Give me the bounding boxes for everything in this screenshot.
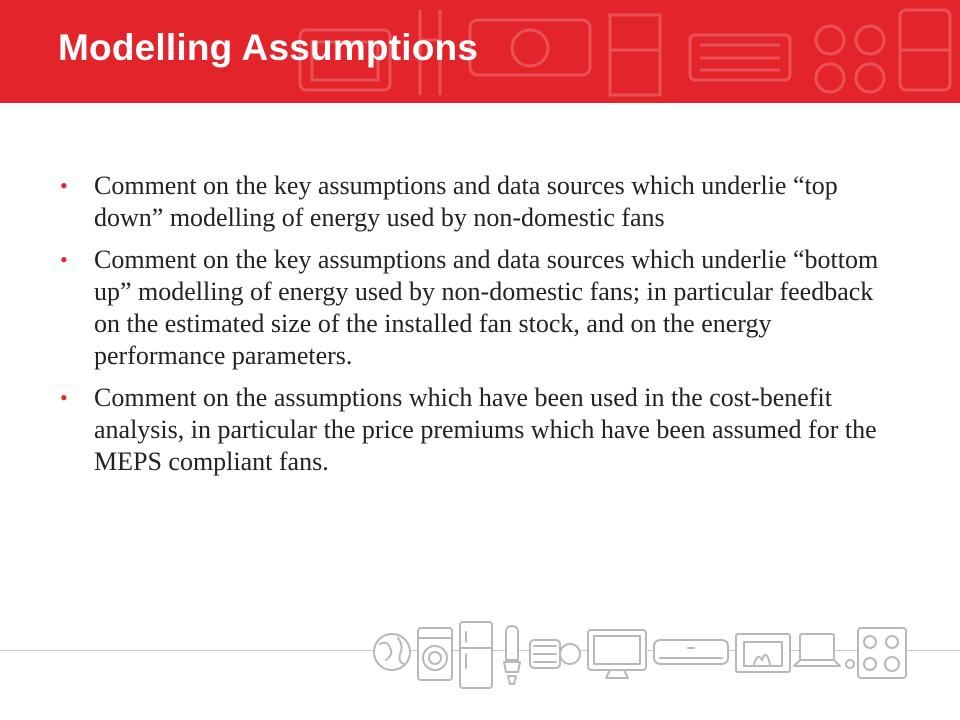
bullet-item (58, 382, 898, 478)
bullet-list (58, 170, 898, 488)
bullet-item (58, 244, 898, 372)
bullet-item (58, 170, 898, 234)
slide-title: Modelling Assumptions (58, 27, 479, 68)
bullet-text: Comment on the key assumptions and data sources which underlie “top down” modelling of energy used by non-domestic fans (94, 171, 838, 232)
air-conditioner-icon (654, 640, 728, 664)
bullet-marker: • (60, 247, 68, 272)
motor-icon (530, 640, 580, 668)
bullet-marker: • (60, 173, 68, 198)
television-icon (588, 630, 646, 678)
appliance-icons-strip (370, 620, 910, 700)
fireplace-icon (736, 634, 790, 672)
bullet-marker: • (60, 385, 68, 410)
title-banner (0, 0, 960, 103)
bullet-text: Comment on the key assumptions and data sources which underlie “bottom up” modelling of energy used by non-domestic fans; in particular feedback on the estimated size of the installed fan stock, and on the energy performance parameters. (94, 245, 879, 370)
bullet-text: Comment on the assumptions which have been used in the cost-benefit analysis, in particular the price premiums which have been assumed for the MEPS compliant fans. (94, 383, 877, 476)
refrigerator-icon (460, 622, 492, 688)
globe-icon (374, 634, 410, 670)
laptop-icon (794, 634, 854, 668)
washing-machine-icon (418, 628, 452, 680)
lightbulb-icon (504, 626, 520, 684)
cooktop-icon (858, 628, 906, 678)
